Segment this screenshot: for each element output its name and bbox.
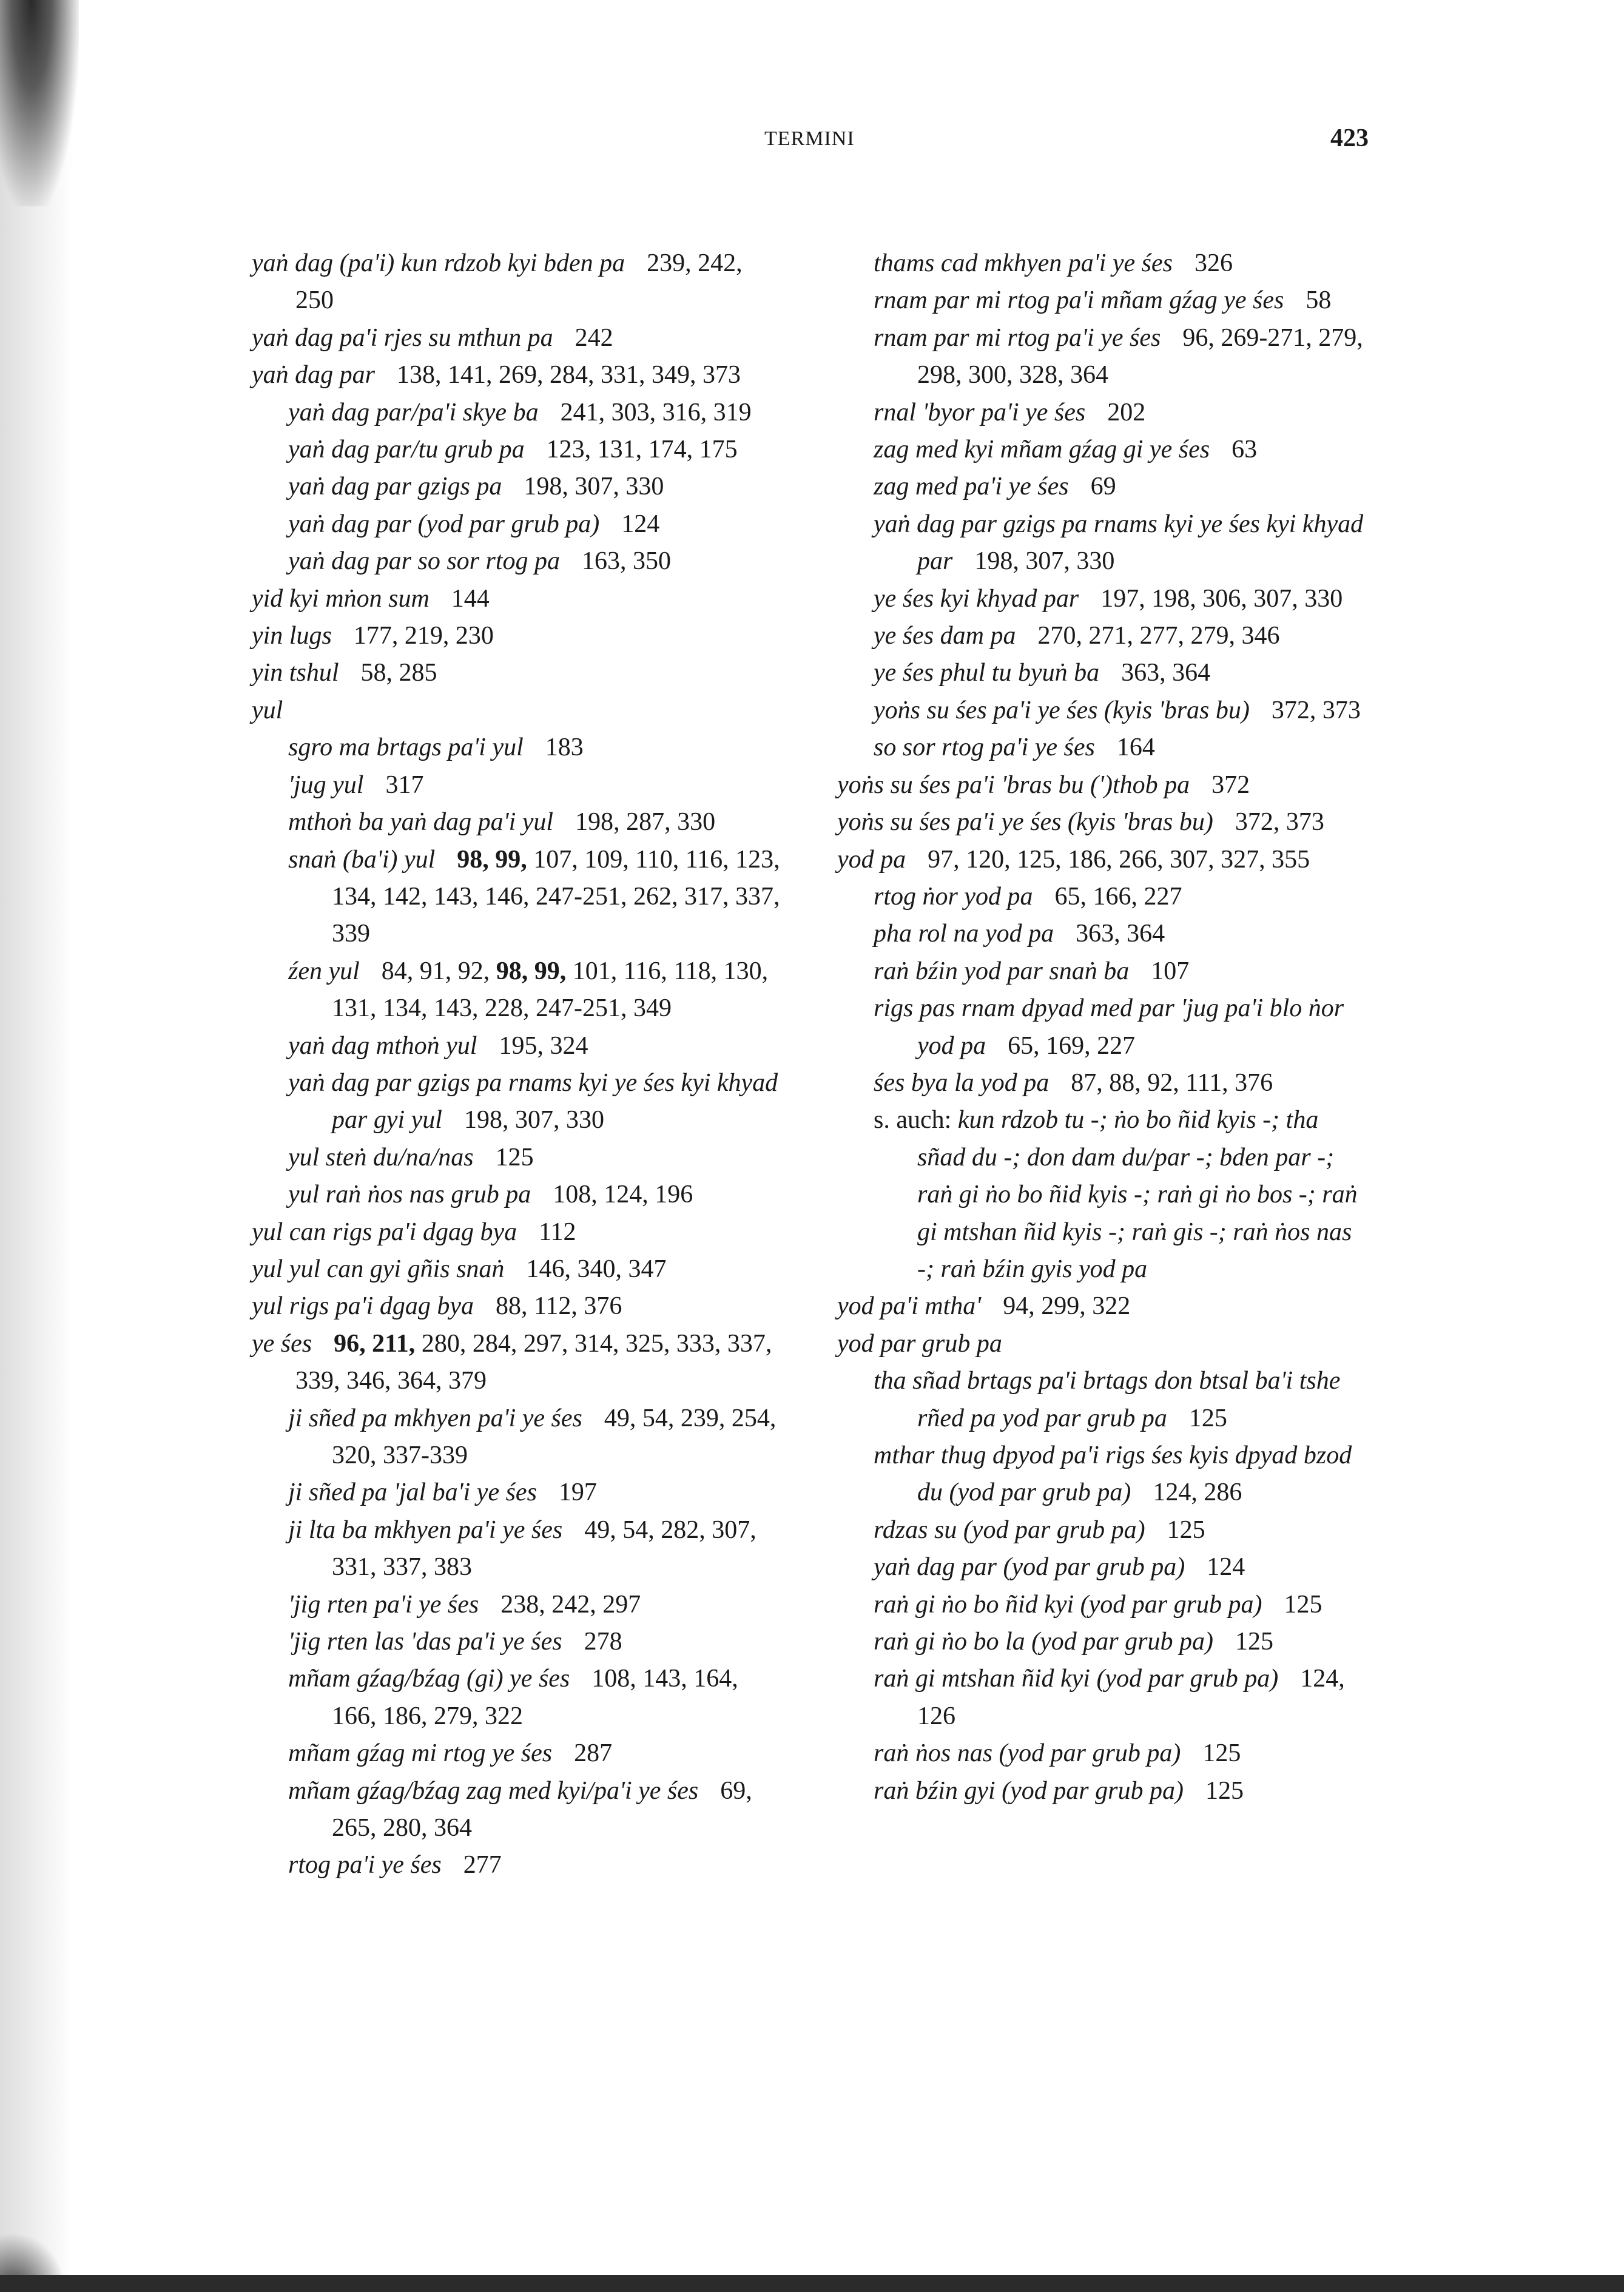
index-entry <box>837 692 1371 729</box>
page-refs: 87, 88, 92, 111, 376 <box>1071 1068 1273 1097</box>
index-entry <box>837 1586 1371 1623</box>
index-page-refs <box>539 1218 576 1246</box>
index-page-refs <box>500 1591 641 1619</box>
index-term: tha sñad brtags pa'i brtags don btsal ba'i tshe rñed pa yod par grub pa <box>874 1367 1341 1432</box>
page-refs: 195, 324 <box>499 1031 588 1060</box>
index-entry <box>837 581 1371 618</box>
running-head: TERMINI <box>764 127 855 150</box>
index-page-refs <box>1055 883 1182 911</box>
index-page-refs <box>1117 733 1155 761</box>
index-page-refs <box>496 1292 622 1320</box>
index-entry <box>837 1065 1371 1102</box>
index-term: yaṅ dag par gzigs pa rnams kyi ye śes kyi khyad par gyi yul <box>288 1068 778 1134</box>
index-page-refs <box>1037 622 1279 650</box>
index-term: mñam gźag/bźag zag med kyi/pa'i ye śes <box>288 1776 699 1805</box>
index-page-refs <box>1091 473 1116 501</box>
page-refs: 198, 307, 330 <box>974 547 1115 576</box>
page-refs: 197 <box>558 1478 597 1507</box>
page-refs: 124 <box>1207 1553 1245 1582</box>
index-term: źen yul <box>288 957 360 985</box>
index-term: yul can rigs pa'i dgag bya <box>252 1218 517 1246</box>
index-term: rtog pa'i ye śes <box>288 1851 442 1879</box>
page-refs: 317 <box>385 770 424 799</box>
index-page-refs <box>1306 286 1331 314</box>
scan-edge-shadow <box>0 0 73 2292</box>
index-page-refs <box>1121 659 1210 687</box>
index-term: raṅ bźin yod par snaṅ ba <box>874 957 1130 985</box>
index-term: mñam gźag mi rtog ye śes <box>288 1739 553 1768</box>
index-entry <box>252 1512 786 1586</box>
page-refs: 107, 109, 110, 116, 123, 134, 142, 143, 146, 247-251, 262, 317, 337, 339 <box>332 845 780 948</box>
index-term: raṅ bźin gyi (yod par grub pa) <box>874 1776 1184 1805</box>
index-entry <box>252 692 786 729</box>
index-term: yaṅ dag par/tu grub pa <box>288 436 525 464</box>
index-page-refs <box>1207 1553 1245 1581</box>
index-entry <box>252 506 786 543</box>
index-term: yaṅ dag par gzigs pa <box>288 473 502 501</box>
index-page-refs <box>451 585 490 613</box>
page-refs-main: 98, 99, <box>496 957 567 985</box>
index-term: raṅ gi ṅo bo la (yod par grub pa) <box>874 1628 1213 1656</box>
index-page-refs <box>385 771 423 799</box>
index-entry <box>252 1474 786 1511</box>
index-page-refs <box>974 547 1114 575</box>
page-refs: 198, 287, 330 <box>575 808 716 837</box>
index-term: raṅ ṅos nas (yod par grub pa) <box>874 1739 1181 1768</box>
page-refs: 49, 54, 282, 307, 331, 337, 383 <box>332 1515 756 1582</box>
index-term: yaṅ dag par <box>252 361 375 389</box>
index-term: yul raṅ ṅos nas grub pa <box>288 1181 531 1209</box>
index-entry <box>252 1288 786 1325</box>
index-term: yaṅ dag pa'i rjes su mthun pa <box>252 323 553 352</box>
index-entry <box>837 1326 1371 1363</box>
index-page-refs <box>1194 249 1233 277</box>
index-term: ye śes kyi khyad par <box>874 584 1079 613</box>
index-page-refs <box>1167 1516 1205 1544</box>
index-entry <box>252 1400 786 1475</box>
index-entry <box>252 1586 786 1623</box>
index-entry <box>837 1623 1371 1660</box>
index-page-refs <box>1231 436 1257 463</box>
page-refs: 163, 350 <box>582 547 672 576</box>
index-page-refs <box>1211 771 1250 799</box>
index-term: ye śes phul tu byuṅ ba <box>874 659 1100 687</box>
index-page-refs <box>1008 1032 1135 1060</box>
index-page-refs <box>496 1144 534 1171</box>
index-entry <box>252 468 786 505</box>
page-refs: 372, 373 <box>1271 696 1361 724</box>
index-entry <box>252 841 786 953</box>
index-page-refs <box>463 1851 502 1879</box>
page-refs: 125 <box>1167 1515 1205 1544</box>
page-refs: 107 <box>1151 957 1190 985</box>
index-entry <box>252 543 786 580</box>
page-number: 423 <box>1330 124 1369 152</box>
page-refs: 88, 112, 376 <box>495 1292 622 1321</box>
page-refs: 138, 141, 269, 284, 331, 349, 373 <box>397 361 741 389</box>
index-entry <box>252 394 786 431</box>
page-refs: 63 <box>1231 436 1258 464</box>
index-term: ye śes <box>252 1329 312 1358</box>
index-page-refs <box>499 1032 588 1060</box>
page-refs: 197, 198, 306, 307, 330 <box>1100 584 1343 613</box>
index-page-refs <box>559 1478 597 1506</box>
index-entry <box>837 1549 1371 1586</box>
page-refs: 198, 307, 330 <box>463 1106 604 1134</box>
index-term: mthoṅ ba yaṅ dag pa'i yul <box>288 808 554 837</box>
page-refs: 164 <box>1116 733 1155 762</box>
index-entry <box>837 953 1371 990</box>
index-term: zag med kyi mñam gźag gi ye śes <box>874 436 1210 464</box>
index-entry <box>252 1176 786 1213</box>
page-refs: 125 <box>1235 1628 1273 1656</box>
index-entry <box>252 320 786 357</box>
index-page-refs <box>553 1181 693 1208</box>
index-term: yod pa'i mtha' <box>837 1292 982 1321</box>
index-term: sgro ma brtags pa'i yul <box>288 733 524 762</box>
index-page-refs <box>526 1255 666 1283</box>
index-term: raṅ gi ṅo bo ñid kyi (yod par grub pa) <box>874 1590 1262 1619</box>
index-entry <box>837 245 1371 282</box>
index-page-refs <box>1153 1478 1242 1506</box>
page-refs: 58, 285 <box>360 659 437 687</box>
page-refs: 125 <box>495 1143 534 1171</box>
page-refs: 177, 219, 230 <box>353 622 494 650</box>
index-entry <box>837 990 1371 1065</box>
index-term: yaṅ dag par (yod par grub pa) <box>288 510 600 538</box>
page-refs: 144 <box>451 584 490 613</box>
index-term: rnal 'byor pa'i ye śes <box>874 398 1086 426</box>
index-page-refs <box>524 473 664 501</box>
index-term: snaṅ (ba'i) yul <box>288 845 436 874</box>
index-page-refs <box>545 733 584 761</box>
index-term: ye śes dam pa <box>874 622 1016 650</box>
index-entry <box>837 1512 1371 1549</box>
index-page-refs <box>354 622 494 650</box>
index-entry <box>837 915 1371 952</box>
index-term: pha rol na yod pa <box>874 920 1054 948</box>
page-refs: 238, 242, 297 <box>500 1590 641 1619</box>
index-entry <box>837 1102 1371 1288</box>
index-page-refs <box>1071 1069 1273 1097</box>
index-page-refs <box>928 846 1310 874</box>
index-entry <box>837 1288 1371 1325</box>
index-term: rdzas su (yod par grub pa) <box>874 1515 1145 1544</box>
index-term: rigs pas rnam dpyad med par 'jug pa'i blo ṅor yod pa <box>874 994 1344 1060</box>
index-entry <box>252 1251 786 1288</box>
index-term: yaṅ dag (pa'i) kun rdzob kyi bden pa <box>252 249 625 277</box>
page-refs-main: 98, 99, <box>457 845 527 874</box>
index-page-refs <box>1107 399 1145 426</box>
index-page-refs <box>584 1628 622 1656</box>
index-entry <box>252 1028 786 1065</box>
page-refs: 97, 120, 125, 186, 266, 307, 327, 355 <box>928 845 1310 874</box>
page-refs: 326 <box>1194 249 1233 277</box>
index-page-refs <box>1076 920 1165 948</box>
index-term: ji sñed pa mkhyen pa'i ye śes <box>288 1404 582 1432</box>
page-refs: 124, 126 <box>917 1665 1345 1730</box>
page-refs: 372, 373 <box>1235 808 1324 837</box>
index-term: mñam gźag/bźag (gi) ye śes <box>288 1665 570 1693</box>
index-entry <box>252 729 786 766</box>
page-refs: 280, 284, 297, 314, 325, 333, 337, 339, 346, 364, 379 <box>295 1329 772 1395</box>
index-entry <box>837 431 1371 468</box>
index-column-left <box>252 245 786 1884</box>
index-entry <box>252 1065 786 1139</box>
index-entry <box>837 506 1371 581</box>
page-refs: 277 <box>463 1851 502 1879</box>
page-refs: 270, 271, 277, 279, 346 <box>1037 622 1280 650</box>
index-entry <box>252 655 786 692</box>
index-term: yid kyi mṅon sum <box>252 584 430 613</box>
index-page-refs <box>1100 585 1343 613</box>
index-page-refs <box>574 1739 612 1767</box>
index-entry <box>837 1363 1371 1437</box>
index-entry <box>252 1623 786 1660</box>
index-entry <box>837 394 1371 431</box>
index-entry <box>837 1437 1371 1512</box>
page-refs-pre: 84, 91, 92, <box>381 957 496 985</box>
page-refs: 94, 299, 322 <box>1003 1292 1131 1321</box>
index-term: yin lugs <box>252 622 332 650</box>
index-term: yaṅ dag par/pa'i skye ba <box>288 398 539 426</box>
index-entry <box>252 1847 786 1884</box>
index-term: yaṅ dag par gzigs pa rnams kyi ye śes kyi khyad par <box>874 510 1364 576</box>
index-entry <box>837 1735 1371 1772</box>
index-term: raṅ gi mtshan ñid kyi (yod par grub pa) <box>874 1665 1279 1693</box>
index-entry <box>837 655 1371 692</box>
page-refs: 146, 340, 347 <box>526 1255 667 1283</box>
page-refs: 125 <box>1202 1739 1241 1768</box>
index-term: 'jug yul <box>288 770 364 799</box>
index-page-refs <box>547 436 738 463</box>
index-entry <box>252 767 786 804</box>
index-entry <box>837 878 1371 915</box>
index-term: rtog ṅor yod pa <box>874 882 1033 911</box>
page-refs: 287 <box>574 1739 613 1768</box>
index-term: yoṅs su śes pa'i 'bras bu (')thob pa <box>837 770 1190 799</box>
index-entry <box>837 841 1371 878</box>
index-term: mthar thug dpyod pa'i rigs śes kyis dpyad bzod du (yod par grub pa) <box>874 1441 1352 1507</box>
index-page-refs <box>1284 1591 1322 1619</box>
index-page-refs <box>1235 1628 1273 1656</box>
index-page-refs <box>1151 957 1189 985</box>
page-refs: 239, 242, 250 <box>295 249 743 315</box>
index-term: 'jig rten las 'das pa'i ye śes <box>288 1628 562 1656</box>
index-term: śes bya la yod pa <box>874 1068 1050 1097</box>
index-entry <box>252 581 786 618</box>
index-entry <box>252 953 786 1028</box>
page-refs: 96, 269-271, 279, 298, 300, 328, 364 <box>917 323 1363 389</box>
scan-bottom-edge <box>0 2275 1624 2292</box>
page-refs: 125 <box>1205 1776 1244 1805</box>
index-page-refs <box>332 957 768 1022</box>
page-refs: 372 <box>1211 770 1250 799</box>
index-page-refs <box>621 510 659 538</box>
index-page-refs <box>397 361 741 389</box>
page-refs: 112 <box>539 1218 576 1246</box>
index-page-refs <box>1003 1292 1130 1320</box>
index-entry <box>837 729 1371 766</box>
page-refs: 65, 169, 227 <box>1008 1031 1136 1060</box>
index-term: yod par grub pa <box>837 1329 1002 1358</box>
page-refs: 49, 54, 239, 254, 320, 337-339 <box>332 1404 777 1469</box>
page-refs: 124, 286 <box>1153 1478 1242 1507</box>
page-refs: 125 <box>1188 1404 1227 1432</box>
index-term: rnam par mi rtog pa'i ye śes <box>874 323 1161 352</box>
page-refs: 124 <box>621 510 660 538</box>
index-term: ji sñed pa 'jal ba'i ye śes <box>288 1478 537 1507</box>
index-term: yod pa <box>837 845 906 874</box>
page-refs: 108, 143, 164, 166, 186, 279, 322 <box>332 1665 738 1730</box>
page-refs: 69, 265, 280, 364 <box>332 1776 752 1842</box>
index-term: yaṅ dag mthoṅ yul <box>288 1031 477 1060</box>
index-page-refs <box>464 1106 604 1134</box>
index-page-refs <box>1205 1777 1244 1805</box>
page-refs: 108, 124, 196 <box>553 1181 693 1209</box>
index-entry <box>252 1214 786 1251</box>
index-entry <box>837 1660 1371 1735</box>
index-entry <box>252 1735 786 1772</box>
index-term: yul steṅ du/na/nas <box>288 1143 474 1171</box>
index-page-refs <box>582 547 671 575</box>
see-also-label: s. auch: <box>874 1106 958 1134</box>
index-page-refs <box>575 324 613 352</box>
page-refs: 198, 307, 330 <box>524 473 664 501</box>
index-page-refs <box>1235 808 1324 836</box>
index-term: yoṅs su śes pa'i ye śes (kyis 'bras bu) <box>874 696 1250 724</box>
page-refs: 202 <box>1107 398 1146 426</box>
page-refs: 363, 364 <box>1121 659 1211 687</box>
index-entry <box>252 245 786 320</box>
page-refs: 242 <box>574 323 613 352</box>
page-refs: 58 <box>1306 286 1332 315</box>
index-page-refs <box>361 659 437 687</box>
index-entry <box>252 618 786 655</box>
page-refs: 101, 116, 118, 130, 131, 134, 143, 228, 247-251, 349 <box>332 957 769 1023</box>
index-entry <box>252 1326 786 1400</box>
index-term: yul yul can gyi gñis snaṅ <box>252 1255 505 1283</box>
binding-shadow <box>0 0 79 206</box>
index-page-refs <box>561 399 752 426</box>
page-refs: 69 <box>1090 473 1116 501</box>
page-refs: 363, 364 <box>1076 920 1165 948</box>
index-page-refs <box>1202 1739 1241 1767</box>
page-refs: 278 <box>584 1628 622 1656</box>
page-refs: 241, 303, 316, 319 <box>560 398 752 426</box>
index-page-refs <box>575 808 715 836</box>
index-page-refs <box>1189 1404 1227 1432</box>
index-term: yul rigs pa'i dgag bya <box>252 1292 474 1321</box>
index-term: ji lta ba mkhyen pa'i ye śes <box>288 1515 563 1544</box>
index-term: yoṅs su śes pa'i ye śes (kyis 'bras bu) <box>837 808 1213 837</box>
index-entry <box>252 1660 786 1735</box>
index-term: thams cad mkhyen pa'i ye śes <box>874 249 1173 277</box>
index-term: zag med pa'i ye śes <box>874 473 1069 501</box>
page-refs: 125 <box>1284 1590 1322 1619</box>
index-term: yaṅ dag par (yod par grub pa) <box>874 1553 1185 1582</box>
index-term: yaṅ dag par so sor rtog pa <box>288 547 561 576</box>
index-page-refs <box>295 1330 772 1395</box>
index-term: rnam par mi rtog pa'i mñam gźag ye śes <box>874 286 1284 315</box>
index-entry <box>837 468 1371 505</box>
index-column-right <box>837 245 1371 1810</box>
page-refs-main: 96, 211, <box>334 1329 416 1358</box>
index-entry <box>252 357 786 394</box>
index-term: yul <box>252 696 283 724</box>
index-page-refs <box>1272 696 1361 724</box>
index-term: kun rdzob tu -; ṅo bo ñid kyis -; tha sñad du -; don dam du/par -; bden par -; raṅ gi ṅo bo ñid kyis -; raṅ gi ṅo bos -; raṅ gi mtshan ñid kyis -; raṅ gis -; raṅ ṅos nas -; raṅ bźin gyis yod pa <box>917 1106 1358 1283</box>
page-refs: 123, 131, 174, 175 <box>546 436 738 464</box>
page-refs: 65, 166, 227 <box>1054 882 1182 911</box>
index-term: yin tshul <box>252 659 339 687</box>
index-entry <box>837 804 1371 841</box>
index-entry <box>837 1773 1371 1810</box>
index-term: so sor rtog pa'i ye śes <box>874 733 1095 762</box>
index-term: 'jig rten pa'i ye śes <box>288 1590 479 1619</box>
index-entry <box>837 618 1371 655</box>
page-refs: 183 <box>545 733 584 762</box>
index-entry <box>837 767 1371 804</box>
index-entry <box>252 1773 786 1847</box>
index-entry <box>252 431 786 468</box>
index-entry <box>252 804 786 841</box>
index-entry <box>837 282 1371 319</box>
index-entry <box>837 320 1371 394</box>
index-entry <box>252 1139 786 1176</box>
